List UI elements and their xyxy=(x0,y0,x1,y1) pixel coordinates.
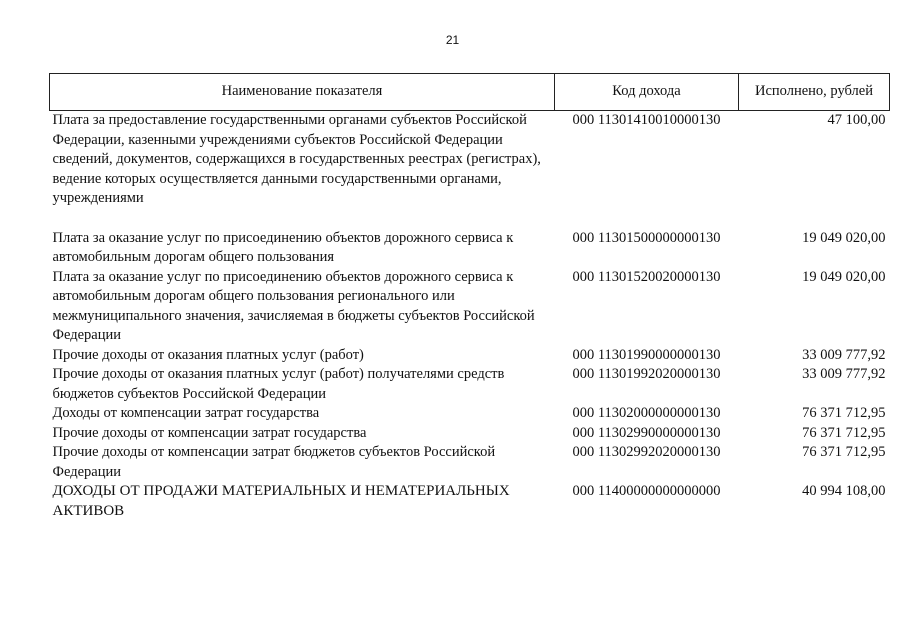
row-revenue-code: 000 11302992020000130 xyxy=(572,444,721,460)
row-executed-amount: 76 371 712,95 xyxy=(802,405,886,421)
row-revenue-code: 000 11301520020000130 xyxy=(572,268,721,285)
header-executed-amount: Исполнено, рублей xyxy=(739,74,890,111)
row-executed-amount: 19 049 020,00 xyxy=(802,229,886,246)
row-executed-amount: 19 049 020,00 xyxy=(802,268,886,285)
row-revenue-code: 000 11301990000000130 xyxy=(572,346,721,363)
row-indicator-name: Прочие доходы от компенсации затрат государства xyxy=(52,424,367,441)
row-revenue-code: 000 11301992020000130 xyxy=(572,366,721,382)
table-row xyxy=(50,404,890,424)
row-revenue-code: 000 11302990000000130 xyxy=(572,424,721,441)
table-header xyxy=(50,74,890,111)
revenue-table xyxy=(49,73,890,521)
row-revenue-code: 000 11301410010000130 xyxy=(572,112,721,128)
row-executed-amount: 33 009 777,92 xyxy=(802,346,886,363)
table-row xyxy=(50,346,890,366)
row-indicator-name: Плата за оказание услуг по присоединению объектов дорожного сервиса к автомобильным дорогам общего пользования регионального или межмуниципального значения, зачисляемая в бюджеты субъектов Российской Федерации xyxy=(52,268,535,343)
row-executed-amount: 76 371 712,95 xyxy=(802,424,886,441)
header-indicator-name: Наименование показателя xyxy=(50,74,555,111)
table-row xyxy=(50,229,890,268)
row-indicator-name: Прочие доходы от оказания платных услуг (работ) получателями средств бюджетов субъектов Российской Федерации xyxy=(52,366,505,402)
row-revenue-code: 000 11302000000000130 xyxy=(572,405,721,421)
table-row xyxy=(50,482,890,521)
row-indicator-name: Прочие доходы от оказания платных услуг (работ) xyxy=(52,346,364,363)
row-indicator-name: Прочие доходы от компенсации затрат бюджетов субъектов Российской Федерации xyxy=(52,444,496,480)
table-row xyxy=(50,443,890,482)
row-indicator-name: Плата за оказание услуг по присоединению объектов дорожного сервиса к автомобильным дорогам общего пользования xyxy=(52,229,514,265)
row-executed-amount: 47 100,00 xyxy=(827,112,886,128)
table-row xyxy=(50,424,890,444)
table-row xyxy=(50,111,890,229)
row-executed-amount: 40 994 108,00 xyxy=(802,483,886,499)
header-row xyxy=(50,74,890,111)
row-indicator-name: Плата за предоставление государственными органами субъектов Российской Федерации, казенными учреждениями субъектов Российской Федерации сведений, документов, содержащихся в государственных реестрах (регистрах), ведение которых осуществляется данными государственными органами, учреждениями xyxy=(52,112,541,206)
table-row xyxy=(50,268,890,346)
table-body xyxy=(50,111,890,522)
table-row xyxy=(50,365,890,404)
header-revenue-code: Код дохода xyxy=(555,74,739,111)
row-indicator-name: Доходы от компенсации затрат государства xyxy=(52,405,320,421)
row-revenue-code: 000 11301500000000130 xyxy=(572,229,721,246)
row-executed-amount: 33 009 777,92 xyxy=(802,366,886,382)
page-number: 21 xyxy=(445,33,460,47)
row-revenue-code: 000 11400000000000000 xyxy=(572,483,721,499)
row-indicator-name: ДОХОДЫ ОТ ПРОДАЖИ МАТЕРИАЛЬНЫХ И НЕМАТЕРИАЛЬНЫХ АКТИВОВ xyxy=(52,483,510,519)
row-executed-amount: 76 371 712,95 xyxy=(802,444,886,460)
